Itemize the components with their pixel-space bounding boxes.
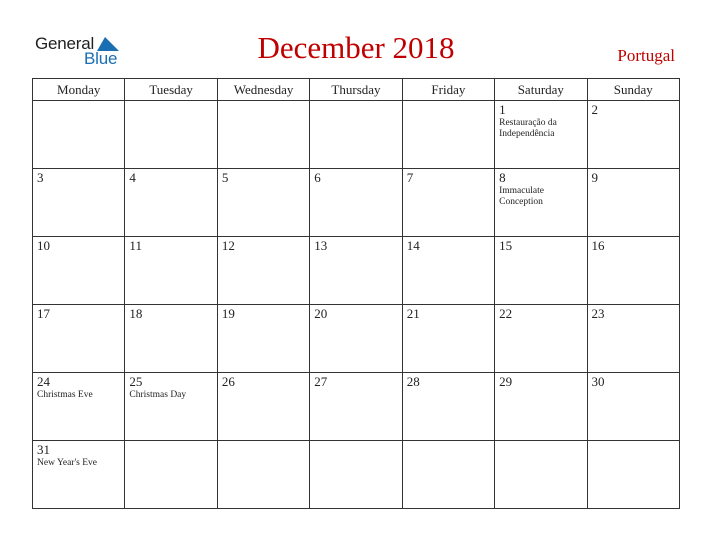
day-cell	[587, 305, 679, 373]
calendar-week-row	[33, 441, 680, 509]
day-cell	[125, 237, 217, 305]
day-cell	[587, 373, 679, 441]
weekday-header: Saturday	[495, 79, 587, 101]
holiday-label: Immaculate Conception	[499, 186, 544, 207]
day-number: 8	[499, 170, 506, 185]
weekday-header-row	[33, 79, 680, 101]
day-cell	[125, 169, 217, 237]
day-number: 25	[129, 374, 143, 389]
day-cell	[125, 441, 217, 509]
day-number: 20	[314, 306, 328, 321]
day-number: 31	[37, 442, 50, 457]
day-cell	[402, 101, 494, 169]
day-cell	[402, 373, 494, 441]
day-cell	[402, 237, 494, 305]
day-cell	[310, 169, 402, 237]
day-number: 4	[129, 170, 136, 185]
day-number: 6	[314, 170, 321, 185]
day-cell	[125, 305, 217, 373]
day-cell	[587, 237, 679, 305]
day-number: 13	[314, 238, 328, 253]
weekday-header: Thursday	[310, 79, 402, 101]
calendar-week-row	[33, 373, 680, 441]
logo-text-blue: Blue	[84, 49, 118, 68]
day-number: 17	[37, 306, 50, 321]
day-number: 2	[591, 102, 599, 117]
holiday-label: New Year's Eve	[37, 458, 98, 468]
day-number: 7	[406, 170, 414, 185]
day-cell	[495, 237, 587, 305]
day-cell	[402, 169, 494, 237]
holiday-label: Christmas Eve	[37, 390, 93, 400]
day-number: 29	[499, 374, 513, 389]
day-number: 10	[37, 238, 50, 253]
country-label: Portugal	[617, 46, 675, 65]
day-number: 11	[129, 238, 142, 253]
day-number: 27	[314, 374, 328, 389]
day-number: 9	[591, 170, 599, 185]
holiday-label: Restauração da Independência	[499, 118, 557, 139]
day-number: 1	[499, 102, 506, 117]
day-cell	[217, 373, 309, 441]
day-cell	[587, 101, 679, 169]
day-number: 23	[591, 306, 605, 321]
day-cell	[495, 305, 587, 373]
weekday-header: Tuesday	[125, 79, 217, 101]
day-cell	[33, 373, 125, 441]
day-number: 19	[221, 306, 235, 321]
holiday-label: Christmas Day	[129, 390, 187, 400]
day-number: 22	[499, 306, 513, 321]
day-cell	[310, 101, 402, 169]
calendar-grid	[32, 78, 680, 509]
day-cell	[310, 237, 402, 305]
day-number: 24	[37, 374, 50, 389]
weekday-header: Friday	[402, 79, 494, 101]
calendar-week-row	[33, 169, 680, 237]
day-cell	[495, 101, 587, 169]
calendar-week-row	[33, 305, 680, 373]
day-number: 18	[129, 306, 143, 321]
day-number: 28	[406, 374, 420, 389]
day-cell	[495, 441, 587, 509]
day-cell	[217, 101, 309, 169]
day-cell	[33, 101, 125, 169]
day-cell	[217, 305, 309, 373]
weekday-header: Sunday	[587, 79, 679, 101]
day-number: 21	[406, 306, 420, 321]
day-cell	[310, 373, 402, 441]
day-number: 16	[591, 238, 605, 253]
day-number: 14	[406, 238, 420, 253]
day-number: 3	[37, 170, 44, 185]
day-number: 30	[591, 374, 605, 389]
day-cell	[402, 441, 494, 509]
day-number: 26	[221, 374, 235, 389]
day-number: 12	[221, 238, 235, 253]
day-cell	[587, 169, 679, 237]
calendar-week-row	[33, 237, 680, 305]
day-cell	[125, 101, 217, 169]
day-cell	[310, 305, 402, 373]
day-cell	[587, 441, 679, 509]
day-cell	[217, 237, 309, 305]
logo-text-general: General	[35, 34, 95, 53]
day-cell	[217, 169, 309, 237]
day-cell	[33, 305, 125, 373]
calendar-week-row	[33, 101, 680, 169]
day-cell	[33, 237, 125, 305]
day-cell	[310, 441, 402, 509]
day-cell	[217, 441, 309, 509]
day-cell	[402, 305, 494, 373]
weekday-header: Wednesday	[217, 79, 309, 101]
day-cell	[495, 169, 587, 237]
day-cell	[495, 373, 587, 441]
day-cell	[33, 169, 125, 237]
calendar-title: December 2018	[257, 30, 455, 65]
day-number: 5	[221, 170, 229, 185]
day-number: 15	[499, 238, 513, 253]
day-cell	[125, 373, 217, 441]
weekday-header: Monday	[33, 79, 125, 101]
day-cell	[33, 441, 125, 509]
